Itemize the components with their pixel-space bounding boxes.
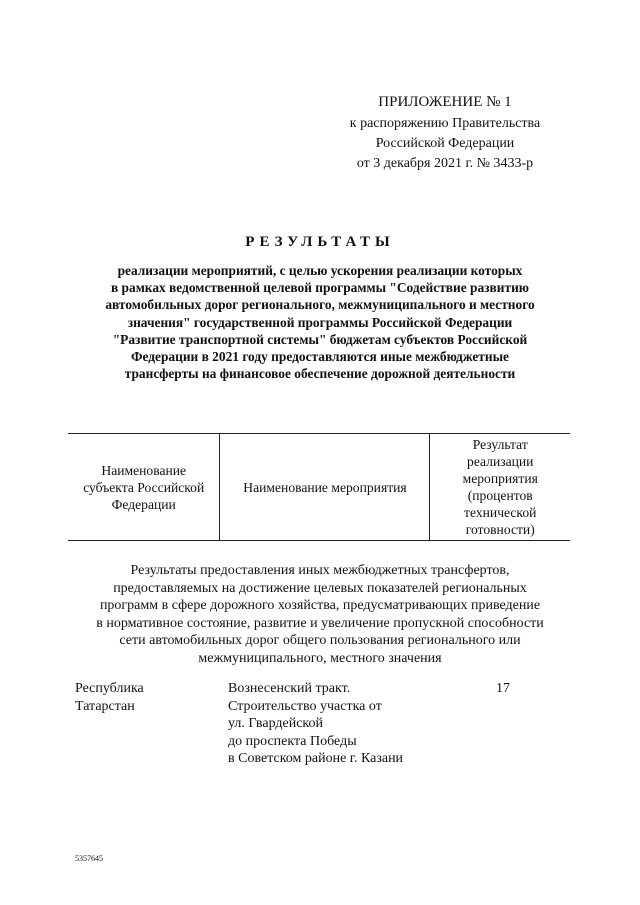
section-line: программ в сфере дорожного хозяйства, предусматривающих приведение bbox=[99, 598, 541, 613]
header-event-name bbox=[220, 434, 430, 541]
appendix-line-3: от 3 декабря 2021 г. № 3433-р bbox=[356, 156, 534, 171]
subject-text: Татарстан bbox=[75, 698, 135, 714]
header-text: Федерации bbox=[111, 496, 176, 512]
header-text: субъекта Российской bbox=[83, 479, 205, 495]
appendix-line-1: к распоряжению Правительства bbox=[349, 116, 541, 131]
subtitle-line: трансферты на финансовое обеспечение дорожной деятельности bbox=[124, 366, 516, 382]
subtitle-line: автомобильных дорог регионального, межмуниципального и местного bbox=[105, 297, 535, 313]
event-text: Строительство участка от bbox=[228, 698, 382, 714]
appendix-line-2: Российской Федерации bbox=[375, 136, 515, 151]
event-text: до проспекта Победы bbox=[228, 733, 357, 749]
section-line: сети автомобильных дорог общего пользования регионального или bbox=[119, 633, 521, 648]
section-line: межмуниципального, местного значения bbox=[198, 650, 442, 666]
event-text: в Советском районе г. Казани bbox=[228, 751, 404, 766]
header-text: мероприятия bbox=[462, 471, 538, 486]
header-text: реализации bbox=[467, 454, 534, 469]
subtitle-line: значения" государственной программы Российской Федерации bbox=[127, 314, 513, 330]
row-result: 17 bbox=[496, 681, 510, 696]
section-line: в нормативное состояние, развитие и увеличение пропускной способности bbox=[96, 615, 544, 631]
event-text: ул. Гвардейской bbox=[228, 716, 324, 731]
section-heading bbox=[70, 562, 570, 667]
appendix-title: ПРИЛОЖЕНИЕ № 1 bbox=[378, 94, 512, 110]
subtitle-line: Федерации в 2021 году предоставляются иные межбюджетные bbox=[130, 349, 509, 365]
appendix-block bbox=[330, 92, 560, 174]
header-text: Наименование мероприятия bbox=[243, 479, 407, 495]
document-title: РЕЗУЛЬТАТЫ bbox=[245, 234, 395, 250]
subtitle-line: "Развитие транспортной системы" бюджетам субъектов Российской bbox=[112, 331, 528, 347]
row-subject bbox=[75, 680, 215, 715]
row-event bbox=[228, 680, 458, 768]
document-subtitle bbox=[60, 262, 580, 382]
document-number: 5357645 bbox=[75, 854, 103, 863]
header-subject-name bbox=[68, 434, 220, 541]
header-text: технической bbox=[464, 505, 537, 520]
header-result bbox=[430, 434, 570, 541]
section-line: Результаты предоставления иных межбюджетных трансфертов, bbox=[130, 563, 510, 578]
header-text: Результат bbox=[472, 437, 528, 452]
section-line: предоставляемых на достижение целевых показателей региональных bbox=[113, 580, 527, 596]
results-table-header bbox=[68, 433, 570, 541]
event-text: Вознесенский тракт. bbox=[228, 681, 351, 696]
subtitle-line: реализации мероприятий, с целью ускорения реализации которых bbox=[117, 263, 523, 278]
header-text: готовности) bbox=[465, 522, 535, 537]
header-text: Наименование bbox=[101, 462, 187, 478]
subtitle-line: в рамках ведомственной целевой программы "Содействие развитию bbox=[110, 280, 530, 296]
subject-text: Республика bbox=[75, 681, 144, 696]
header-text: (процентов bbox=[467, 488, 533, 503]
